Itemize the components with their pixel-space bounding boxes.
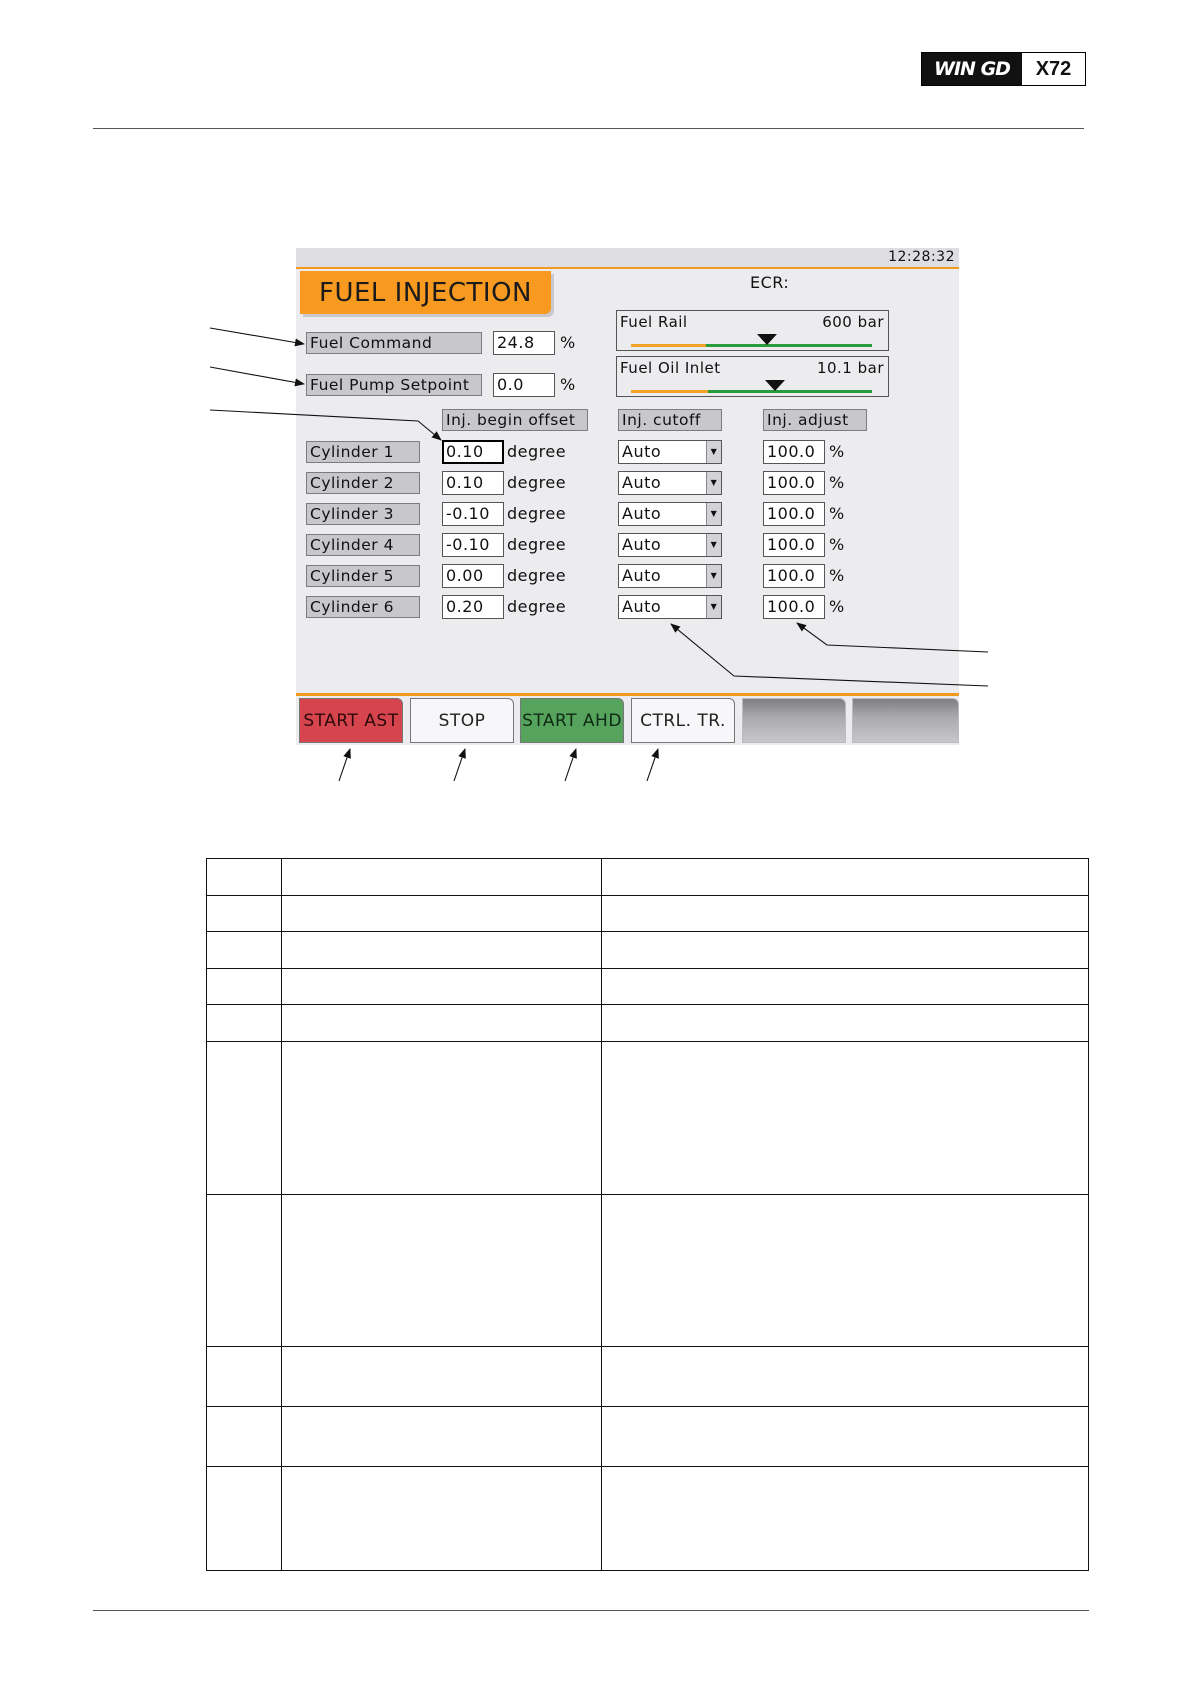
clock: 12:28:32 [888, 249, 955, 265]
start-ast-button[interactable]: START AST [299, 698, 403, 743]
table-row [207, 1347, 1089, 1407]
chevron-down-icon[interactable]: ▼ [706, 472, 721, 494]
status-bar [296, 248, 959, 267]
cylinder-label: Cylinder 6 [306, 596, 420, 618]
table-cell [602, 1042, 1089, 1195]
inj-begin-offset-field[interactable]: 0.20 [442, 595, 504, 619]
inj-begin-offset-field[interactable]: -0.10 [442, 502, 504, 526]
callout-arrow [210, 367, 304, 384]
table-cell [282, 1407, 602, 1467]
brand-logo [921, 52, 1086, 86]
fuel-command-label: Fuel Command [306, 332, 482, 354]
inj-cutoff-dropdown[interactable] [618, 595, 722, 619]
fuel-injection-screen [296, 248, 959, 745]
fuel-rail-value: 600 bar [822, 313, 884, 331]
start-ahd-button[interactable]: START AHD [520, 698, 624, 743]
inj-begin-offset-field[interactable]: -0.10 [442, 533, 504, 557]
table-cell [282, 1005, 602, 1042]
gauge-range-normal [708, 390, 872, 393]
empty-softkey-6 [852, 698, 959, 743]
dropdown-value: Auto [622, 442, 662, 461]
table-cell [207, 1195, 282, 1347]
table-cell [602, 1467, 1089, 1571]
empty-softkey-5 [742, 698, 846, 743]
table-cell [282, 896, 602, 932]
callout-arrow [565, 749, 576, 781]
fuel-oil-inlet-gauge [616, 356, 889, 397]
adjust-unit: % [829, 566, 845, 585]
table-row [207, 896, 1089, 932]
offset-unit: degree [507, 566, 567, 585]
table-cell [282, 859, 602, 896]
table-cell [602, 969, 1089, 1005]
fuel-pump-setpoint-label: Fuel Pump Setpoint [306, 374, 482, 396]
dropdown-value: Auto [622, 473, 662, 492]
table-cell [207, 1347, 282, 1407]
gauge-range-normal [706, 344, 872, 347]
adjust-unit: % [829, 535, 845, 554]
fuel-command-field[interactable]: 24.8 [493, 331, 555, 355]
gauge-range-low [631, 390, 708, 393]
offset-unit: degree [507, 597, 567, 616]
header-rule [93, 128, 1084, 129]
table-cell [602, 1407, 1089, 1467]
inj-adjust-field[interactable]: 100.0 [763, 595, 825, 619]
dropdown-value: Auto [622, 504, 662, 523]
inj-begin-offset-field[interactable]: 0.00 [442, 564, 504, 588]
table-row [207, 1407, 1089, 1467]
table-cell [207, 859, 282, 896]
offset-unit: degree [507, 473, 567, 492]
table-cell [207, 896, 282, 932]
fuel-oil-inlet-pointer-icon [765, 380, 785, 391]
adjust-unit: % [829, 597, 845, 616]
table-row [207, 969, 1089, 1005]
gauge-range-low [631, 344, 706, 347]
callout-arrow [339, 749, 350, 781]
table-cell [207, 1005, 282, 1042]
adjust-unit: % [829, 442, 845, 461]
adjust-unit: % [829, 504, 845, 523]
table-cell [207, 1467, 282, 1571]
fuel-oil-inlet-value: 10.1 bar [816, 359, 884, 377]
inj-begin-offset-field[interactable]: 0.10 [442, 471, 504, 495]
status-bar-divider [296, 267, 959, 269]
chevron-down-icon[interactable]: ▼ [706, 503, 721, 525]
inj-adjust-field[interactable]: 100.0 [763, 440, 825, 464]
inj-begin-offset-field[interactable]: 0.10 [442, 440, 504, 464]
table-cell [207, 969, 282, 1005]
chevron-down-icon[interactable]: ▼ [706, 565, 721, 587]
table-row [207, 932, 1089, 969]
fuel-pump-setpoint-unit: % [560, 375, 576, 394]
table-cell [602, 1195, 1089, 1347]
engine-model: X72 [1035, 57, 1072, 80]
inj-begin-offset-header: Inj. begin offset [442, 409, 588, 431]
table-row [207, 1005, 1089, 1042]
dropdown-value: Auto [622, 566, 662, 585]
inj-cutoff-dropdown[interactable] [618, 471, 722, 495]
cylinder-label: Cylinder 3 [306, 503, 420, 525]
stop-button[interactable]: STOP [410, 698, 514, 743]
fuel-pump-setpoint-field[interactable]: 0.0 [493, 373, 555, 397]
fuel-rail-label: Fuel Rail [620, 313, 688, 331]
table-cell [282, 1042, 602, 1195]
ctrl-tr-button[interactable]: CTRL. TR. [631, 698, 735, 743]
callout-arrow [454, 749, 465, 781]
page-title: FUEL INJECTION [300, 271, 551, 314]
chevron-down-icon[interactable]: ▼ [706, 441, 721, 463]
table-row [207, 1042, 1089, 1195]
cylinder-label: Cylinder 5 [306, 565, 420, 587]
table-row [207, 1467, 1089, 1571]
cylinder-label: Cylinder 4 [306, 534, 420, 556]
fuel-oil-inlet-label: Fuel Oil Inlet [620, 359, 721, 377]
table-row [207, 1195, 1089, 1347]
chevron-down-icon[interactable]: ▼ [706, 596, 721, 618]
callout-arrow [647, 749, 658, 781]
brand-name: WIN GD [922, 53, 1022, 85]
table-cell [282, 1467, 602, 1571]
dropdown-value: Auto [622, 597, 662, 616]
table-cell [207, 1407, 282, 1467]
table-cell [207, 932, 282, 969]
inj-adjust-field[interactable]: 100.0 [763, 533, 825, 557]
offset-unit: degree [507, 504, 567, 523]
inj-cutoff-dropdown[interactable] [618, 502, 722, 526]
cylinder-label: Cylinder 1 [306, 441, 420, 463]
inj-adjust-header: Inj. adjust [763, 409, 867, 431]
table-cell [602, 859, 1089, 896]
table-cell [207, 1042, 282, 1195]
table-cell [282, 1195, 602, 1347]
inj-adjust-field[interactable]: 100.0 [763, 502, 825, 526]
chevron-down-icon[interactable]: ▼ [706, 534, 721, 556]
fuel-rail-gauge [616, 310, 889, 351]
inj-adjust-field[interactable]: 100.0 [763, 564, 825, 588]
fuel-command-unit: % [560, 333, 576, 352]
offset-unit: degree [507, 535, 567, 554]
footer-rule [93, 1610, 1089, 1611]
inj-cutoff-dropdown[interactable] [618, 564, 722, 588]
adjust-unit: % [829, 473, 845, 492]
table-cell [602, 932, 1089, 969]
table-cell [602, 1005, 1089, 1042]
ecr-label: ECR: [750, 273, 790, 292]
table-cell [602, 1347, 1089, 1407]
fuel-rail-pointer-icon [757, 334, 777, 345]
inj-cutoff-header: Inj. cutoff [618, 409, 722, 431]
offset-unit: degree [507, 442, 567, 461]
table-cell [602, 896, 1089, 932]
inj-cutoff-dropdown[interactable] [618, 440, 722, 464]
inj-cutoff-dropdown[interactable] [618, 533, 722, 557]
legend-table [206, 858, 1089, 1571]
table-cell [282, 932, 602, 969]
table-cell [282, 1347, 602, 1407]
inj-adjust-field[interactable]: 100.0 [763, 471, 825, 495]
dropdown-value: Auto [622, 535, 662, 554]
cylinder-label: Cylinder 2 [306, 472, 420, 494]
table-cell [282, 969, 602, 1005]
table-header-row [207, 859, 1089, 896]
button-bar-divider [296, 693, 959, 696]
callout-arrow [210, 328, 304, 344]
